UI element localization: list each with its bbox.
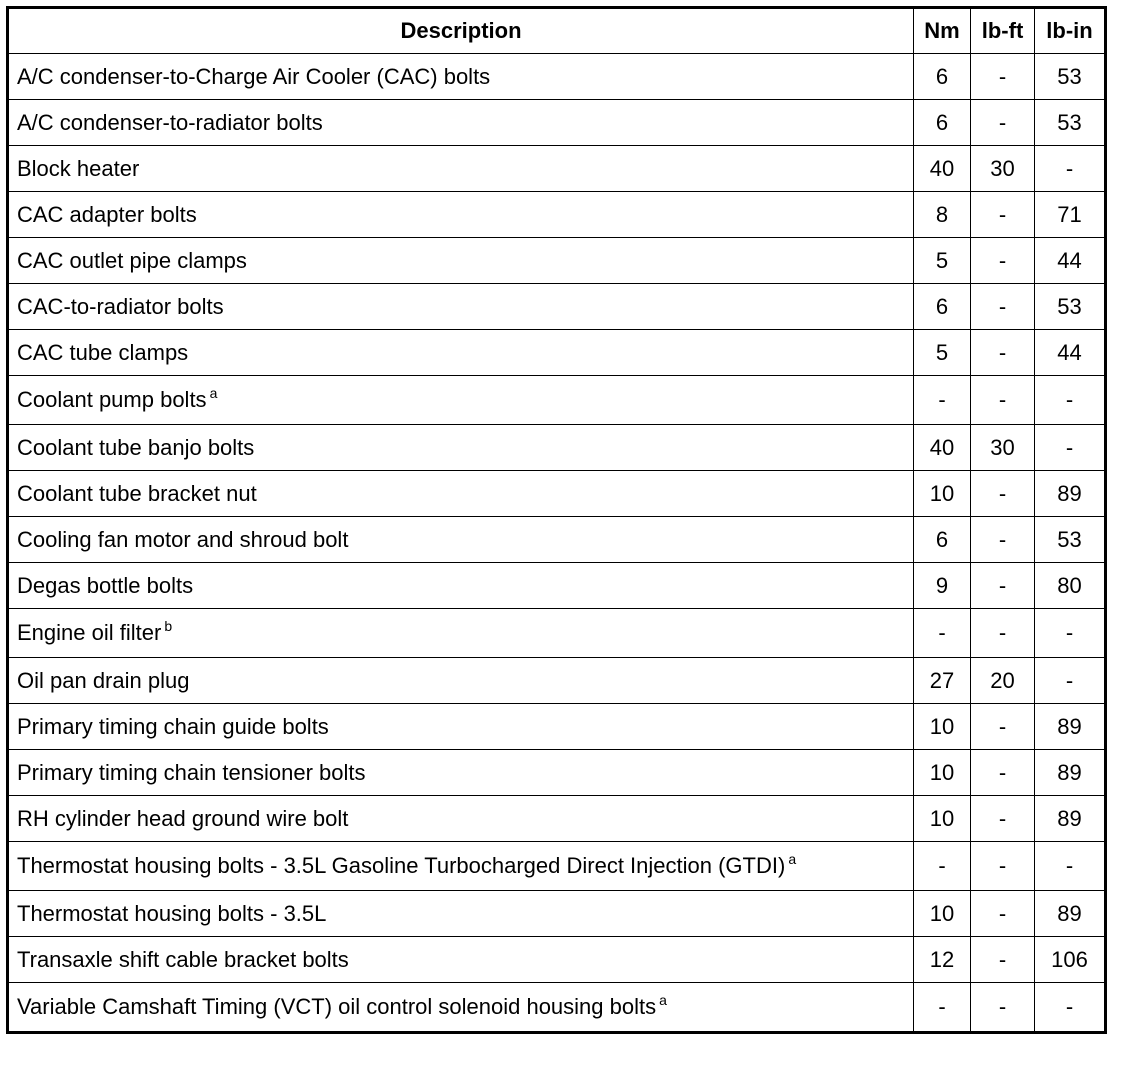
row-description-cell <box>8 54 914 100</box>
row-nm: 5 <box>914 238 971 284</box>
row-description: Variable Camshaft Timing (VCT) oil control solenoid housing bolts <box>17 994 657 1019</box>
row-lbft: - <box>971 100 1035 146</box>
table-row <box>8 146 1106 192</box>
row-lbin: 89 <box>1035 471 1106 517</box>
row-nm: - <box>914 983 971 1033</box>
row-description-cell <box>8 609 914 658</box>
row-lbft: - <box>971 563 1035 609</box>
row-lbft: 20 <box>971 658 1035 704</box>
header-description: Description <box>8 8 914 54</box>
row-lbin: 89 <box>1035 750 1106 796</box>
row-lbft: - <box>971 376 1035 425</box>
footnote-marker: a <box>788 851 797 867</box>
table-row <box>8 330 1106 376</box>
row-lbin: - <box>1035 376 1106 425</box>
row-nm: - <box>914 376 971 425</box>
row-description-cell <box>8 937 914 983</box>
row-description-cell <box>8 376 914 425</box>
row-description: Coolant tube bracket nut <box>17 480 257 506</box>
row-nm: 40 <box>914 146 971 192</box>
row-lbin: - <box>1035 425 1106 471</box>
row-lbin: 53 <box>1035 517 1106 563</box>
row-description: Block heater <box>17 155 140 181</box>
row-description: CAC tube clamps <box>17 339 189 365</box>
row-lbin: - <box>1035 658 1106 704</box>
row-description: CAC-to-radiator bolts <box>17 293 224 319</box>
row-nm: 10 <box>914 704 971 750</box>
row-description-cell <box>8 425 914 471</box>
row-nm: 40 <box>914 425 971 471</box>
row-description: Thermostat housing bolts - 3.5L <box>17 900 327 926</box>
row-description: Cooling fan motor and shroud bolt <box>17 526 349 552</box>
row-lbft: - <box>971 983 1035 1033</box>
row-lbin: 53 <box>1035 100 1106 146</box>
row-lbft: - <box>971 330 1035 376</box>
table-row <box>8 891 1106 937</box>
row-nm: 6 <box>914 284 971 330</box>
header-lbft: lb-ft <box>971 8 1035 54</box>
row-description-cell <box>8 238 914 284</box>
row-lbft: - <box>971 609 1035 658</box>
row-nm: 10 <box>914 471 971 517</box>
row-lbin: 89 <box>1035 704 1106 750</box>
row-description-cell <box>8 284 914 330</box>
row-nm: 10 <box>914 796 971 842</box>
row-description: Degas bottle bolts <box>17 572 194 598</box>
row-lbft: - <box>971 842 1035 891</box>
row-description: CAC outlet pipe clamps <box>17 247 247 273</box>
table-row <box>8 284 1106 330</box>
footnote-marker: a <box>209 385 218 401</box>
row-lbft: 30 <box>971 425 1035 471</box>
header-nm: Nm <box>914 8 971 54</box>
row-lbin: - <box>1035 146 1106 192</box>
row-nm: 10 <box>914 750 971 796</box>
table-row <box>8 842 1106 891</box>
table-body <box>8 54 1106 1033</box>
row-description-cell <box>8 192 914 238</box>
torque-spec-table <box>6 6 1107 1034</box>
row-description-cell <box>8 146 914 192</box>
table-row <box>8 425 1106 471</box>
row-lbin: - <box>1035 983 1106 1033</box>
row-nm: 12 <box>914 937 971 983</box>
row-description: Thermostat housing bolts - 3.5L Gasoline Turbocharged Direct Injection (GTDI) <box>17 853 786 878</box>
table-row <box>8 983 1106 1033</box>
row-nm: 6 <box>914 100 971 146</box>
table-row <box>8 796 1106 842</box>
row-lbin: 80 <box>1035 563 1106 609</box>
table-row <box>8 238 1106 284</box>
row-lbin: 106 <box>1035 937 1106 983</box>
footnote-marker: b <box>164 618 173 634</box>
table-row <box>8 471 1106 517</box>
row-lbft: - <box>971 284 1035 330</box>
row-nm: 6 <box>914 517 971 563</box>
table-row <box>8 704 1106 750</box>
header-lbin: lb-in <box>1035 8 1106 54</box>
row-lbin: 44 <box>1035 330 1106 376</box>
row-lbin: 53 <box>1035 284 1106 330</box>
row-description-cell <box>8 891 914 937</box>
row-lbin: 53 <box>1035 54 1106 100</box>
row-lbin: - <box>1035 842 1106 891</box>
table-row <box>8 563 1106 609</box>
row-lbin: 89 <box>1035 796 1106 842</box>
row-description-cell <box>8 983 914 1033</box>
row-description: Transaxle shift cable bracket bolts <box>17 946 349 972</box>
row-description: CAC adapter bolts <box>17 201 197 227</box>
row-lbin: - <box>1035 609 1106 658</box>
row-lbft: - <box>971 891 1035 937</box>
row-lbft: - <box>971 704 1035 750</box>
table-row <box>8 54 1106 100</box>
row-description: Coolant pump bolts <box>17 387 207 412</box>
row-description-cell <box>8 704 914 750</box>
table-row <box>8 937 1106 983</box>
row-description: Oil pan drain plug <box>17 667 190 693</box>
row-description: RH cylinder head ground wire bolt <box>17 805 349 831</box>
row-description-cell <box>8 750 914 796</box>
row-nm: 5 <box>914 330 971 376</box>
row-lbft: - <box>971 471 1035 517</box>
row-description-cell <box>8 796 914 842</box>
row-lbft: - <box>971 937 1035 983</box>
row-description: Primary timing chain tensioner bolts <box>17 759 366 785</box>
row-nm: 27 <box>914 658 971 704</box>
row-description: Primary timing chain guide bolts <box>17 713 329 739</box>
row-nm: - <box>914 609 971 658</box>
row-lbft: - <box>971 54 1035 100</box>
table-header-row <box>8 8 1106 54</box>
row-nm: 10 <box>914 891 971 937</box>
table-row <box>8 609 1106 658</box>
row-lbft: - <box>971 238 1035 284</box>
table-row <box>8 658 1106 704</box>
row-description-cell <box>8 658 914 704</box>
table-row <box>8 517 1106 563</box>
row-lbft: - <box>971 750 1035 796</box>
row-lbin: 89 <box>1035 891 1106 937</box>
row-description: A/C condenser-to-Charge Air Cooler (CAC) bolts <box>17 63 491 89</box>
row-lbin: 44 <box>1035 238 1106 284</box>
row-lbin: 71 <box>1035 192 1106 238</box>
table-row <box>8 376 1106 425</box>
row-description-cell <box>8 842 914 891</box>
row-description: Engine oil filter <box>17 620 162 645</box>
table-row <box>8 100 1106 146</box>
row-description: A/C condenser-to-radiator bolts <box>17 109 323 135</box>
row-description-cell <box>8 330 914 376</box>
footnote-marker: a <box>659 992 667 1008</box>
row-lbft: - <box>971 517 1035 563</box>
row-lbft: - <box>971 192 1035 238</box>
row-nm: 8 <box>914 192 971 238</box>
row-description: Coolant tube banjo bolts <box>17 434 255 460</box>
row-lbft: - <box>971 796 1035 842</box>
row-description-cell <box>8 563 914 609</box>
row-nm: - <box>914 842 971 891</box>
row-description-cell <box>8 517 914 563</box>
row-lbft: 30 <box>971 146 1035 192</box>
row-description-cell <box>8 471 914 517</box>
table-row <box>8 750 1106 796</box>
row-description-cell <box>8 100 914 146</box>
row-nm: 6 <box>914 54 971 100</box>
table-row <box>8 192 1106 238</box>
row-nm: 9 <box>914 563 971 609</box>
